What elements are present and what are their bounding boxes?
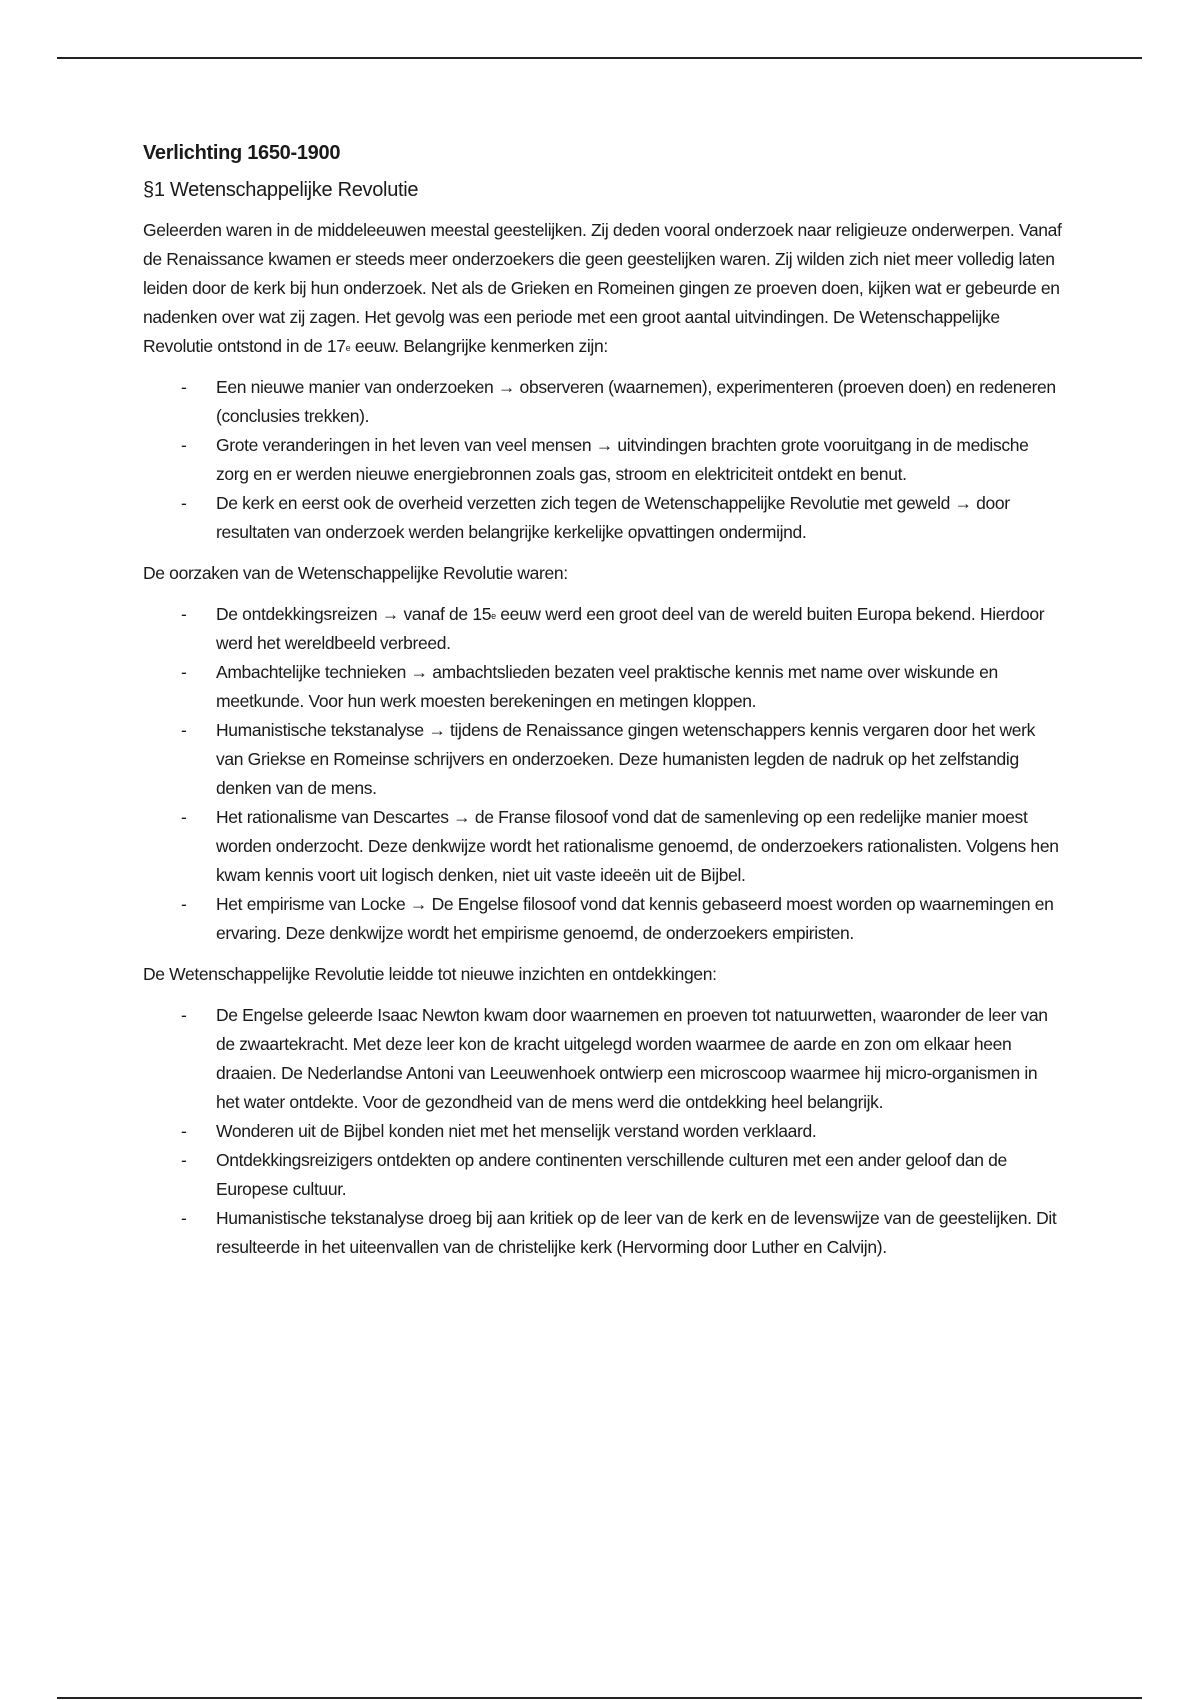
list-item — [143, 716, 1063, 803]
page-content — [143, 142, 1063, 1274]
list-item — [143, 600, 1063, 658]
superscript: e — [491, 611, 496, 621]
bullet-dash: - — [181, 493, 187, 513]
bullet-dash: - — [181, 435, 187, 455]
list-item-text: Wonderen uit de Bijbel konden niet met het menselijk verstand worden verklaard. — [216, 1121, 817, 1141]
intro-text-end: eeuw. Belangrijke kenmerken zijn: — [350, 336, 608, 356]
list-item — [143, 1204, 1063, 1262]
list-item-text: Het empirisme van Locke → De Engelse filosoof vond dat kennis gebaseerd moest worden op waarnemingen en ervaring. Deze denkwijze wordt het empirisme genoemd, de onderzoekers empiristen. — [216, 894, 1054, 943]
list-item-text: Een nieuwe manier van onderzoeken → observeren (waarnemen), experimenteren (proeven doen) en redeneren (conclusies trekken). — [216, 377, 1056, 426]
bullet-dash: - — [181, 1208, 187, 1228]
bullet-dash: - — [181, 720, 187, 740]
list-item — [143, 658, 1063, 716]
bullet-dash: - — [181, 1150, 187, 1170]
list-item-text-end: eeuw werd een groot deel van de wereld buiten Europa bekend. Hierdoor werd het wereldbeeld verbreed. — [216, 604, 1045, 653]
gevolgen-list — [143, 1001, 1063, 1262]
bullet-dash: - — [181, 894, 187, 914]
bullet-dash: - — [181, 807, 187, 827]
list-item — [143, 1146, 1063, 1204]
document-title: Verlichting 1650-1900 — [143, 142, 341, 164]
list-item-text: Grote veranderingen in het leven van veel mensen → uitvindingen brachten grote vooruitgang in de medische zorg en er werden nieuwe energiebronnen zoals gas, stroom en elektriciteit ontdekt en benut. — [216, 435, 1029, 484]
list-item — [143, 489, 1063, 547]
oorzaken-list — [143, 600, 1063, 948]
intro-paragraph — [143, 216, 1063, 361]
list-item-text: Ontdekkingsreizigers ontdekten op andere continenten verschillende culturen met een ander geloof dan de Europese cultuur. — [216, 1150, 1007, 1199]
list-item-text: Het rationalisme van Descartes → de Franse filosoof vond dat de samenleving op een redelijke manier moest worden onderzocht. Deze denkwijze wordt het rationalisme genoemd, de onderzoekers rationalisten. Volgens hen kwam kennis voort uit logisch denken, niet uit vaste ideeën uit de Bijbel. — [216, 807, 1059, 885]
list-item — [143, 373, 1063, 431]
gevolgen-intro: De Wetenschappelijke Revolutie leidde tot nieuwe inzichten en ontdekkingen: — [143, 964, 717, 984]
list-item-text: Ambachtelijke technieken → ambachtslieden bezaten veel praktische kennis met name over wiskunde en meetkunde. Voor hun werk moesten berekeningen en metingen kloppen. — [216, 662, 998, 711]
intro-text: Geleerden waren in de middeleeuwen meestal geestelijken. Zij deden vooral onderzoek naar religieuze onderwerpen. Vanaf de Renaissance kwamen er steeds meer onderzoekers die geen geestelijken waren. Zij wilden zich niet meer volledig laten leiden door de kerk bij hun onderzoek. Net als de Grieken en Romeinen gingen ze proeven doen, kijken wat er gebeurde en nadenken over wat zij zagen. Het gevolg was een periode met een groot aantal uitvindingen. De Wetenschappelijke Revolutie ontstond in de 17 — [143, 220, 1062, 356]
list-item-text: Humanistische tekstanalyse → tijdens de Renaissance gingen wetenschappers kennis vergaren door het werk van Griekse en Romeinse schrijvers en onderzoeken. Deze humanisten legden de nadruk op het zelfstandig denken van de mens. — [216, 720, 1036, 798]
bullet-dash: - — [181, 1005, 187, 1025]
superscript: e — [345, 343, 351, 353]
list-item-text: Humanistische tekstanalyse droeg bij aan kritiek op de leer van de kerk en de levenswijze van de geestelijken. Dit resulteerde in het uiteenvallen van de christelijke kerk (Hervorming door Luther en Calvijn). — [216, 1208, 1057, 1257]
bullet-dash: - — [181, 377, 187, 397]
list-item-text: De ontdekkingsreizen → vanaf de 15 — [216, 604, 492, 624]
kenmerken-list — [143, 373, 1063, 547]
bullet-dash: - — [181, 1121, 187, 1141]
list-item — [143, 890, 1063, 948]
list-item — [143, 431, 1063, 489]
oorzaken-intro: De oorzaken van de Wetenschappelijke Revolutie waren: — [143, 563, 568, 583]
list-item — [143, 1001, 1063, 1117]
bullet-dash: - — [181, 604, 187, 624]
list-item-text: De kerk en eerst ook de overheid verzetten zich tegen de Wetenschappelijke Revolutie met geweld → door resultaten van onderzoek werden belangrijke kerkelijke opvattingen ondermijnd. — [216, 493, 1010, 542]
header-rule — [57, 57, 1142, 59]
list-item — [143, 803, 1063, 890]
list-item — [143, 1117, 1063, 1146]
bullet-dash: - — [181, 662, 187, 682]
list-item-text: De Engelse geleerde Isaac Newton kwam door waarnemen en proeven tot natuurwetten, waaronder de leer van de zwaartekracht. Met deze leer kon de kracht uitgelegd worden waarmee de aarde en zon om elkaar heen draaien. De Nederlandse Antoni van Leeuwenhoek ontwierp een microscoop waarmee hij micro-organismen in het water ontdekte. Voor de gezondheid van de mens werd die ontdekking heel belangrijk. — [216, 1005, 1048, 1112]
footer-rule — [57, 1697, 1142, 1699]
section-heading: §1 Wetenschappelijke Revolutie — [143, 179, 419, 201]
